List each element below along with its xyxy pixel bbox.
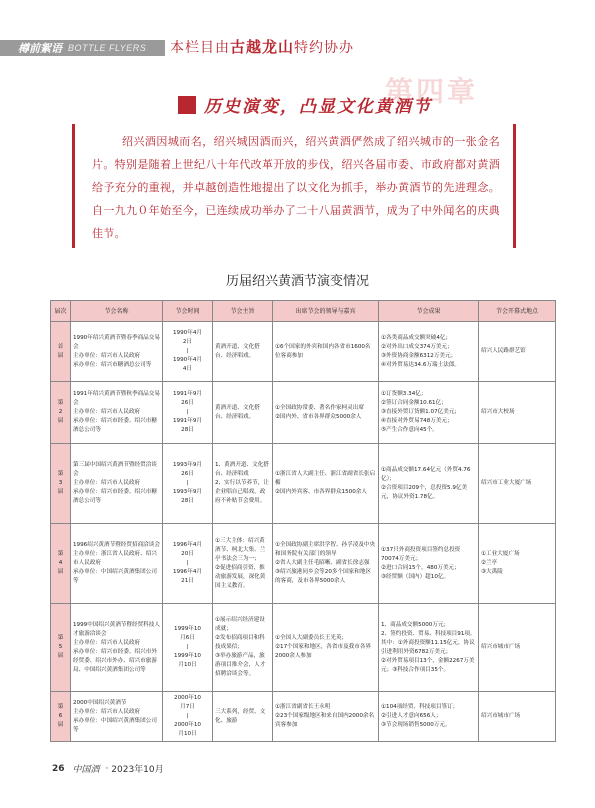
cell-time: 1990年4月 2日 | 1990年4月 4日 [163,322,213,382]
cell-session: 第 5 届 [51,604,71,692]
table-row [51,524,556,604]
table-title: 历届绍兴黄酒节演变情况 [225,274,369,289]
table-row [51,444,556,524]
chapter-watermark: 第四章 [385,75,479,108]
cell-guests: ①全国政协副主席洪学智、孙孚凌及中央和国务院有关部门的领导 ②省人大副主任毛昭晰、副省长徐志强 ③绍兴旅港同乡会等20多个国家和地区的客商，及市各界5000余人 [273,524,379,604]
cell-theme: ①三大主体：绍兴黄酒节、柯北大集、兰亭书法会三为一； ②促进招商引资，推动旅游发展，深化黄国主义教育。 [213,524,273,604]
cell-results: ①订货额3.34亿； ②签订合同金额10.61亿； ③直接外贸订货额1.07亿美元； ④直接对外贸易748万美元； ⑤产生合作意向45个。 [379,382,479,444]
cell-name: 1999中国绍兴黄酒节暨经贸科技人才旅游洽谈会 主办单位：绍兴市人民政府 承办单位：绍兴市经委、绍兴市外经贸委、绍兴市外办、绍兴市旅游局、中国绍兴黄酒集团公司等 [71,604,163,692]
section-title: 历史演变，凸显文化黄酒节 [204,97,432,117]
cell-results: ①37只外商投资项目签约总投资70074万美元； ②进口合同15个，480万美元； ③经贸额（国内）超10亿。 [379,524,479,604]
issue-date: 2023年10月 [111,765,164,775]
header-venue: 节会开幕式地点 [479,301,556,322]
cell-guests: ①全国政协常委、著名作家柯灵出席 ②国内外、省市各界群众5000余人 [273,382,379,444]
festival-evolution-table [50,300,556,742]
seal-stamp [178,96,196,114]
cell-results: ①各类商品成交额突破4亿； ②对外出口成交374万美元； ③外资协商金额6312万美元； ④对外贸易达34.6万瑞士法郎。 [379,322,479,382]
cell-guests: ①全国人大副委员长王光英； ②17个国家和地区，各省市及我市各界2000余人参加 [273,604,379,692]
cell-venue: 绍兴市城市广场 [479,692,556,742]
cell-theme: 黄酒开道、文化搭台、经济唱戏。 [213,382,273,444]
sponsor-post: 特约协办 [294,40,355,56]
table-row [51,382,556,444]
cell-venue: ①工业大厦广场 ②兰亭 ③大禹陵 [479,524,556,604]
header-guests: 出席节会的领导与嘉宾 [273,301,379,322]
cell-theme: ①展示绍兴经济建设成就； ②发布招商项目和科技成果信； ③举办旅游产品，旅游项目推介会，人才招聘洽谈会等。 [213,604,273,692]
column-name-en: BOTTLE FLYERS [68,43,147,53]
cell-session: 首 届 [51,322,71,382]
cell-name: 1990年绍兴黄酒节暨春季商品交易会 主办单位：绍兴市人民政府 承办单位：绍兴市糖酒总公司等 [71,322,163,382]
cell-guests: ①浙江省人大副主任、浙江省副省长张启楣 ②国内外宾客、市各界群众1500余人 [273,444,379,524]
cell-session: 第 3 届 [51,444,71,524]
page-footer: 26 中国酒 · 2023年10月 [52,763,164,775]
table-row [51,322,556,382]
table-header-row [51,301,556,322]
intro-paragraph: 绍兴酒因城而名，绍兴城因酒而兴，绍兴黄酒俨然成了绍兴城市的一张金名片。特别是随着上世纪八十年代改革开放的步伐，绍兴各届市委、市政府都对黄酒给予充分的重视，并卓越创造性地提出了以文化为抓手，举办黄酒节的先进理念。自一九九０年始至今，已连续成功举办了二十八届黄酒节，成为了中外闻名的庆典佳节。 [92,135,500,240]
cell-session: 第 6 届 [51,692,71,742]
header-session: 届次 [51,301,71,322]
table-row [51,692,556,742]
cell-venue: 绍兴人民路群艺馆 [479,322,556,382]
cell-session: 第 2 届 [51,382,71,444]
header-name: 节会名称 [71,301,163,322]
cell-venue: 绍兴市城市广场 [479,604,556,692]
sponsor-pre: 本栏目由 [170,40,230,56]
cell-time: 1993年9月 26日 | 1993年9月 28日 [163,444,213,524]
cell-time: 2000年10 月7日 | 2000年10 月10日 [163,692,213,742]
cell-name: 第三届中国绍兴黄酒节暨经贸洽谈会 主办单位：绍兴市人民政府 承办单位：绍兴市经委、绍兴市糖酒总公司等 [71,444,163,524]
column-name-cn: 樽前絮语 [18,42,62,55]
cell-theme: 1、黄酒开道、文化搭台、经济唱戏 2、实行以节养节，让企业唱自己唱戏，政府不补贴节会费用。 [213,444,273,524]
cell-name: 1996绍兴黄酒节暨经贸招商洽谈会 主办单位：浙江省人民政府、绍兴市人民政府 承办单位：中国绍兴黄酒集团公司等 [71,524,163,604]
cell-guests: ①6个国家的外宾和国内各省市1600名位客商参加 [273,322,379,382]
cell-venue: 绍兴市工业大厦广场 [479,444,556,524]
cell-session: 第 4 届 [51,524,71,604]
column-header [0,40,146,56]
cell-time: 1996年4月 20日 | 1996年4月 21日 [163,524,213,604]
sponsor-line [170,36,354,57]
magazine-name: 中国酒 [72,765,100,775]
header-theme: 节会主旨 [213,301,273,322]
cell-results: ①商品成交额17.64亿元（外贸4.76亿）； ②合资项目209个，总投资5.9亿美元，协议外资1.78亿。 [379,444,479,524]
cell-guests: ①浙江省副省长王永明 ②23个国家级地区和来自国内2000余名宾客参加 [273,692,379,742]
page-number: 26 [52,763,65,774]
cell-time: 1991年9月 26日 | 1991年9月 28日 [163,382,213,444]
cell-theme: 黄酒开道、文化搭台、经济唱戏。 [213,322,273,382]
table-row [51,604,556,692]
cell-name: 1991年绍兴黄酒节暨秋季商品交易会 主办单位：绍兴市人民政府 承办单位：绍兴市经委、绍兴市糖酒总公司等 [71,382,163,444]
header-results: 节会成果 [379,301,479,322]
cell-results: 1、商品成交额5000万元； 2、签约投资、贸易、科技项目91项。 其中：①外商投资额11.15亿元，协议引进利用外资6782万美元； ②对外贸易项目13个，金额2267万美元；③科技合作项目35个。 [379,604,479,692]
sponsor-brand: 古越龙山 [230,38,295,56]
cell-theme: 三大系列，经贸、文化、旅游 [213,692,273,742]
header-time: 节会时间 [163,301,213,322]
cell-time: 1999年10 月6日 | 1999年10 月10日 [163,604,213,692]
cell-results: ①104项经贸、科技项目签订； ②引进人才意向656人； ③节会现场销售5000万元。 [379,692,479,742]
cell-venue: 绍兴市大校场 [479,382,556,444]
cell-name: 2000中国绍兴黄酒节 主办单位：绍兴市人民政府 承办单位：中国绍兴黄酒集团公司等 [71,692,163,742]
